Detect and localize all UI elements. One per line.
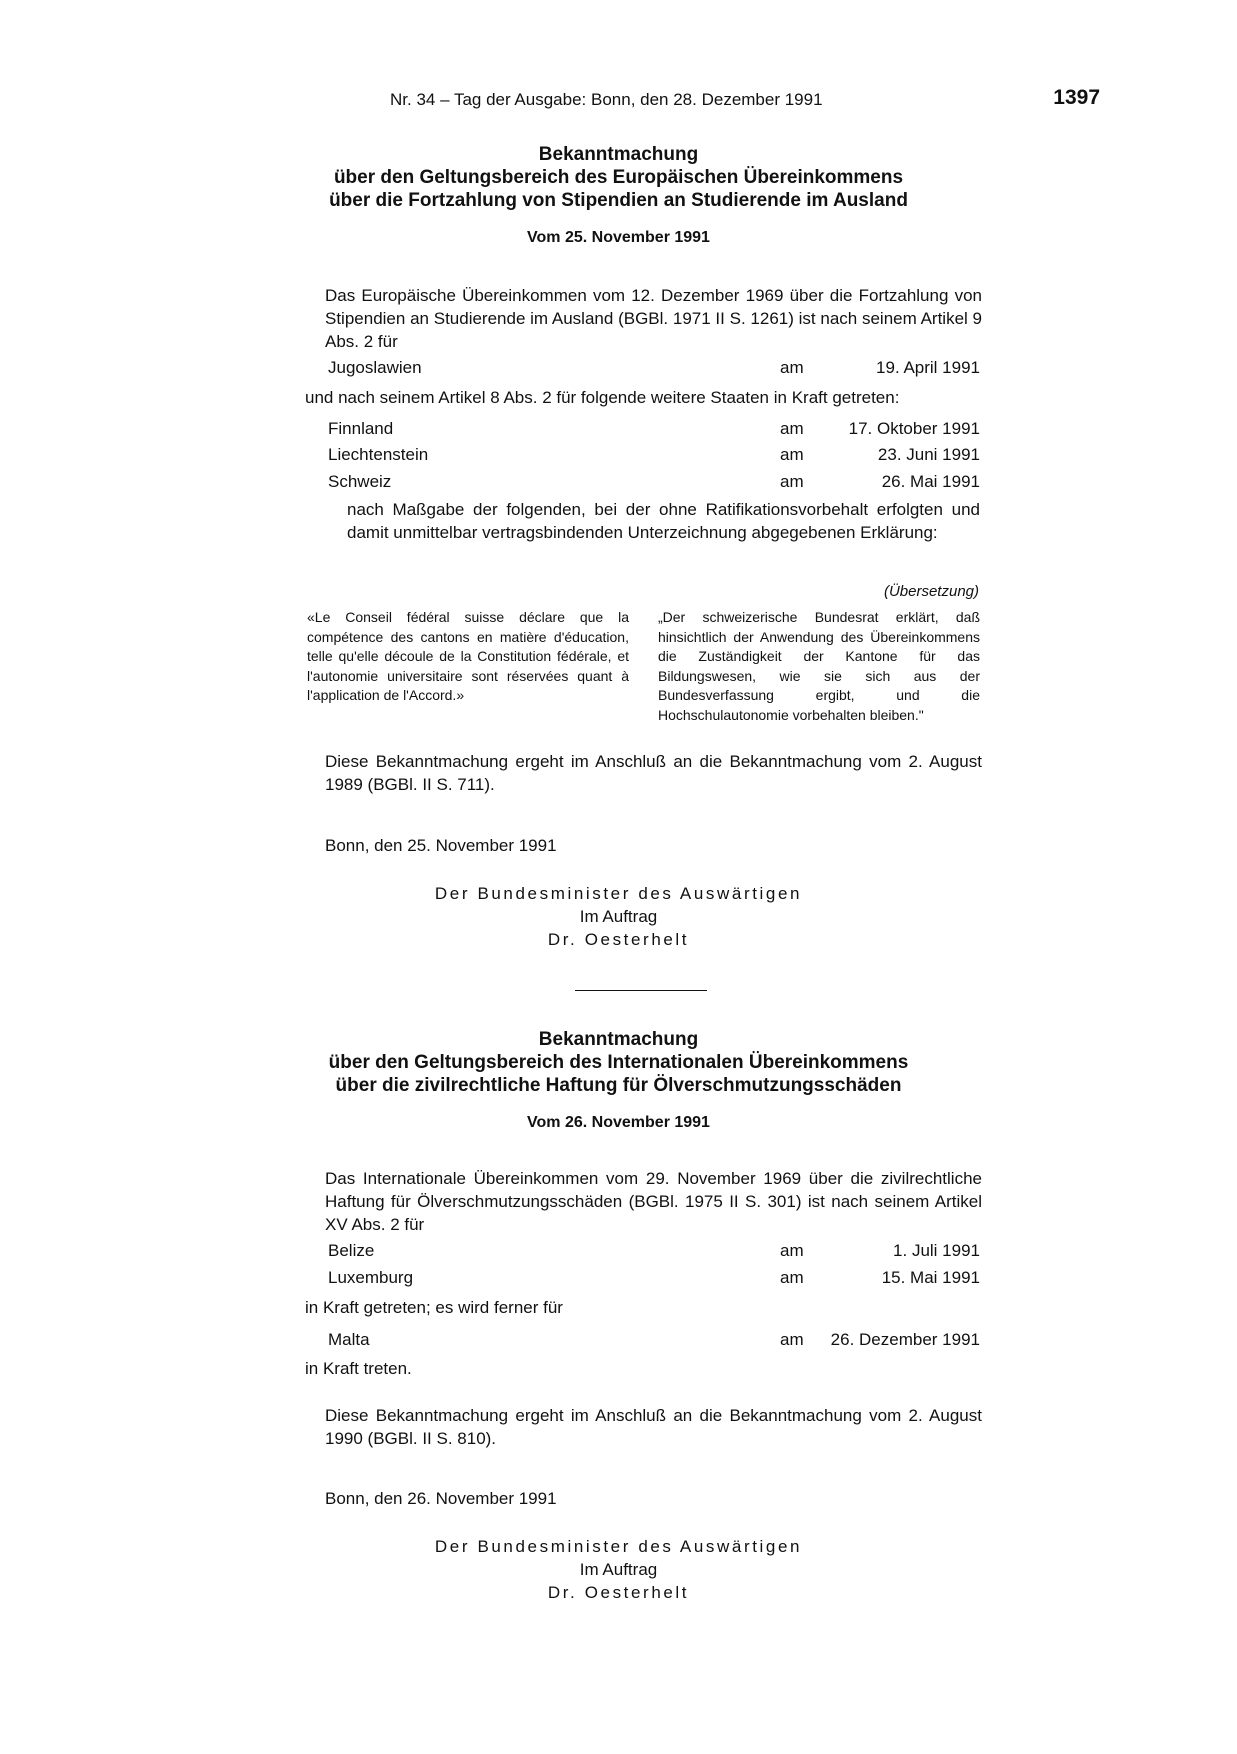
notice2-intro: Das Internationale Übereinkommen vom 29. November 1969 über die zivilrechtliche Haftung für Ölverschmutzungsschäden (BGBl. 1975 II S. 301) ist nach seinem Artikel XV Abs. 2 für: [325, 1169, 982, 1234]
notice1-row-schweiz: [328, 470, 980, 494]
notice1-row-jugoslawien: [328, 356, 980, 380]
notice2-subtitle-1: über den Geltungsbereich des Internationalen Übereinkommens: [328, 1052, 909, 1073]
notice1-declaration-intro: nach Maßgabe der folgenden, bei der ohne Ratifikationsvorbehalt erfolgten und damit unmittelbar vertragsbindenden Unterzeichnung abgegebenen Erklärung:: [347, 500, 980, 542]
notice2-row-belize: [328, 1239, 980, 1263]
am-label: am: [780, 472, 804, 491]
declaration-french: «Le Conseil fédéral suisse déclare que la compétence des cantons en matière d'éducation, telle qu'elle découle de la Constitution fédérale, et l'autonomie universitaire sont réservées quant à l'application de l'Accord.»: [307, 609, 629, 703]
notice2-closing: Diese Bekanntmachung ergeht im Anschluß an die Bekanntmachung vom 2. August 1990 (BGBl. II S. 810).: [325, 1406, 982, 1448]
effective-date: 17. Oktober 1991: [848, 419, 980, 438]
effective-date: 15. Mai 1991: [881, 1268, 980, 1287]
notice1-row-finnland: [328, 417, 980, 441]
page-number: 1397: [1053, 86, 1100, 109]
notice1-date: Vom 25. November 1991: [527, 229, 710, 246]
am-label: am: [780, 358, 804, 377]
notice2-date: Vom 26. November 1991: [527, 1114, 710, 1131]
effective-date: 26. Dezember 1991: [830, 1330, 980, 1349]
notice2-subtitle-2: über die zivilrechtliche Haftung für Ölverschmutzungsschäden: [335, 1075, 902, 1096]
state-name: Malta: [328, 1330, 370, 1349]
notice2-place-date: Bonn, den 26. November 1991: [325, 1489, 557, 1508]
notice2-row-luxemburg: [328, 1266, 980, 1290]
notice1-place-date: Bonn, den 25. November 1991: [325, 836, 557, 855]
notice2-signature: [0, 1535, 1237, 1604]
notice1-subtitle-2: über die Fortzahlung von Stipendien an Studierende im Ausland: [329, 190, 908, 211]
notice2-row-malta: [328, 1328, 980, 1352]
am-label: am: [780, 1241, 804, 1260]
notice1-line2: und nach seinem Artikel 8 Abs. 2 für folgende weitere Staaten in Kraft getreten:: [305, 388, 900, 407]
am-label: am: [780, 445, 804, 464]
signature-minister: Der Bundesminister des Auswärtigen: [434, 884, 803, 903]
state-name: Luxemburg: [328, 1268, 414, 1287]
effective-date: 1. Juli 1991: [893, 1241, 980, 1260]
am-label: am: [780, 1330, 804, 1349]
state-name: Finnland: [328, 419, 394, 438]
effective-date: 19. April 1991: [876, 358, 980, 377]
notice2-title: Bekanntmachung: [538, 1029, 699, 1050]
am-label: am: [780, 1268, 804, 1287]
issue-line: Nr. 34 – Tag der Ausgabe: Bonn, den 28. Dezember 1991: [390, 90, 823, 109]
state-name: Jugoslawien: [328, 358, 422, 377]
notice1-signature: [0, 882, 1237, 951]
state-name: Liechtenstein: [328, 445, 429, 464]
signature-minister: Der Bundesminister des Auswärtigen: [434, 1537, 803, 1556]
signature-name: Dr. Oesterhelt: [547, 1583, 690, 1602]
translation-label: (Übersetzung): [883, 583, 979, 600]
signature-im-auftrag: Im Auftrag: [579, 1560, 658, 1579]
effective-date: 23. Juni 1991: [877, 445, 980, 464]
notice1-title-block: [0, 143, 1237, 249]
signature-name: Dr. Oesterhelt: [547, 930, 690, 949]
am-label: am: [780, 419, 804, 438]
notice2-line3: in Kraft treten.: [305, 1359, 412, 1378]
notice1-closing: Diese Bekanntmachung ergeht im Anschluß an die Bekanntmachung vom 2. August 1989 (BGBl. II S. 711).: [325, 752, 982, 794]
notice2-line2: in Kraft getreten; es wird ferner für: [305, 1298, 563, 1317]
notice1-subtitle-1: über den Geltungsbereich des Europäischen Übereinkommens: [333, 167, 904, 188]
notice1-row-liechtenstein: [328, 443, 980, 467]
notice1-intro: Das Europäische Übereinkommen vom 12. Dezember 1969 über die Fortzahlung von Stipendien an Studierende im Ausland (BGBl. 1971 II S. 1261) ist nach seinem Artikel 9 Abs. 2 für: [325, 286, 982, 351]
state-name: Belize: [328, 1241, 375, 1260]
notice2-title-block: [0, 1028, 1237, 1134]
state-name: Schweiz: [328, 472, 392, 491]
separator-rule: [575, 990, 707, 991]
notice1-title: Bekanntmachung: [538, 144, 699, 165]
effective-date: 26. Mai 1991: [881, 472, 980, 491]
signature-im-auftrag: Im Auftrag: [579, 907, 658, 926]
declaration-german: „Der schweizerische Bundesrat erklärt, daß hinsichtlich der Anwendung des Übereinkommens die Zuständigkeit der Kantone für das Bildungswesen, wie sie sich aus der Bundesverfassung ergibt, und die Hochschulautonomie vorbehalten bleiben.": [658, 609, 980, 723]
